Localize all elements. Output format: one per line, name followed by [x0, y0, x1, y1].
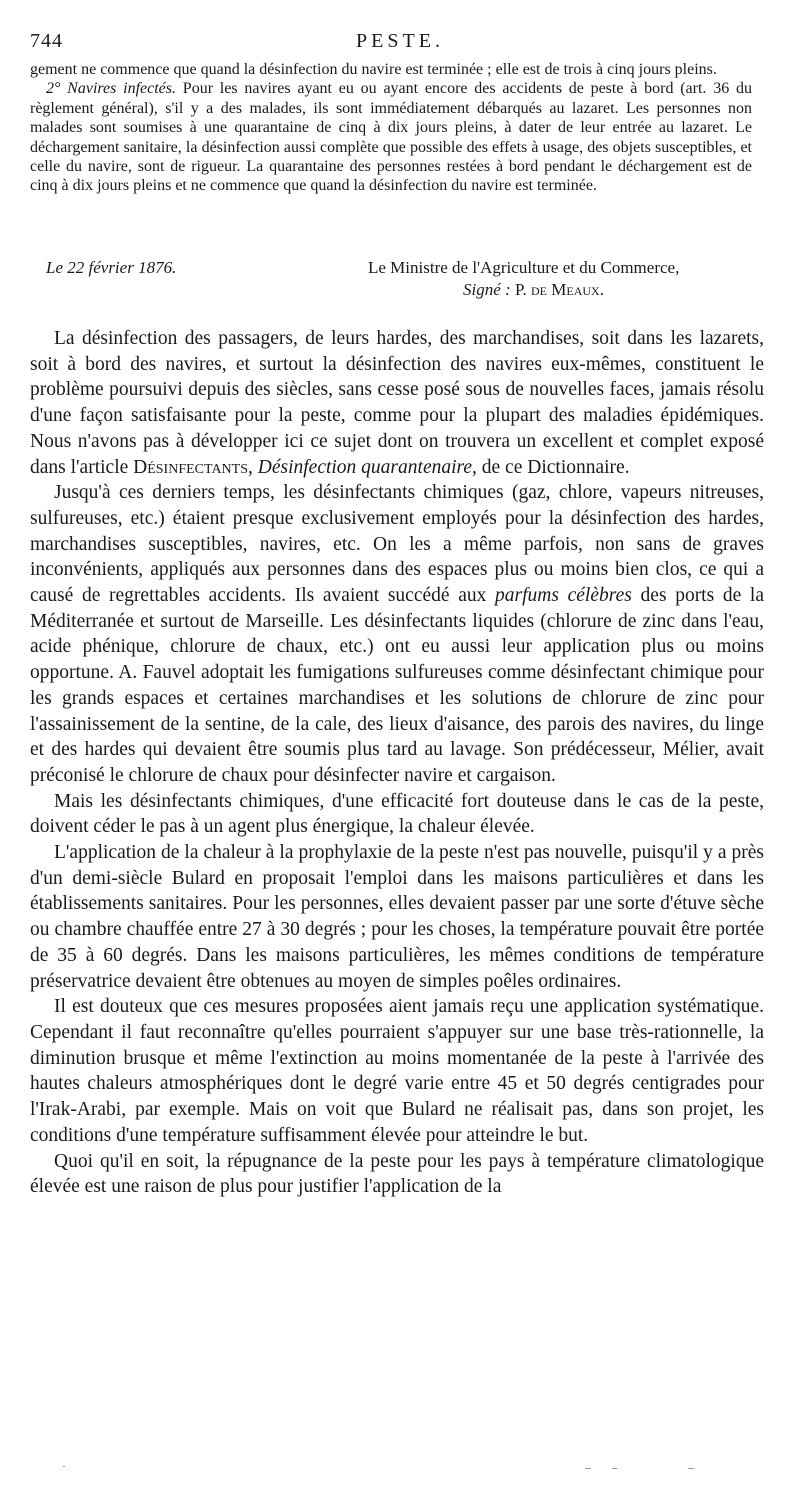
body-paragraph-4: L'application de la chaleur à la prophylaxie de la peste n'est pas nouvelle, puisqu'il y a près d'un demi-siècle Bulard en proposait l'emploi dans les maisons particulières et dans les établissements sanitaires. Pour les personnes, elles devaient passer par une sorte d'étuve sèche ou chambre chauffée entre 27 à 30 degrés ; pour les choses, la température pouvait être portée de 35 à 60 degrés. Dans les maisons particulières, les mêmes conditions de température préservatrice devaient être obtenues au moyen de simples poêles ordinaires.	[30, 842, 764, 992]
decree-paragraph-2	[30, 79, 752, 195]
body-paragraph-3: Mais les désinfectants chimiques, d'une efficacité fort douteuse dans le cas de la peste, doivent céder le pas à un agent plus énergique, la chaleur élevée.	[30, 790, 764, 838]
article-reference: Désinfectants	[133, 456, 248, 478]
decree-paragraph-1: gement ne commence que quand la désinfection du navire est terminée ; elle est de trois à cinq jours pleins.	[30, 61, 717, 78]
decree-text	[30, 60, 752, 196]
signature-line	[463, 280, 604, 300]
text-run: La désinfection des passagers, de leurs hardes, des marchandises, soit dans les lazarets, soit à bord des navires, et surtout la désinfection des navires eux-mêmes, constituent le problème poursuivi depuis des siècles, sans cesse posé sous de nouvelles faces, jamais résolu d'une façon satisfaisante pour la peste, comme pour la plupart des maladies épidémiques. Nous n'avons pas à développer ici ce sujet dont on trouvera un excellent et complet exposé dans l'article	[30, 328, 764, 478]
article-reference-italic: Désinfection quarantenaire	[257, 456, 473, 478]
speck	[612, 1468, 617, 1469]
page-number: 744	[30, 30, 63, 52]
text-run: Jusqu'à ces derniers temps, les désinfectants chimiques (gaz, chlore, vapeurs nitreuses, sulfureuses, etc.) étaient presque exclusivement employés pour la désinfection des hardes, marchandises susceptibles, navires, etc. On les a même parfois, non sans de graves inconvénients, appliqués aux personnes dans des espaces plus ou moins bien clos, ce qui a causé de regrettables accidents. Ils avaient succédé aux	[30, 482, 764, 607]
speck	[63, 1466, 65, 1467]
decree-paragraph-2-text: Pour les navires ayant eu ou ayant encore des accidents de peste à bord (art. 36 du règlement général), s'il y a des malades, ils sont immédiatement débarqués au lazaret. Les personnes non malades sont soumises à une quarantaine de cinq à dix jours pleins, à dater de leur entrée au lazaret. Le déchargement sanitaire, la désinfection aussi complète que possible des effets à usage, des objets susceptibles, et celle du navire, sont de rigueur. La quarantaine des personnes restées à bord pendant le déchargement est de cinq à dix jours pleins et ne commence que quand la désinfection du navire est terminée.	[30, 80, 752, 195]
signatory-name: P. de Meaux.	[514, 280, 604, 299]
body-paragraph-2	[30, 480, 764, 788]
minister-title: Le Ministre de l'Agriculture et du Commerce,	[368, 258, 680, 277]
page-header	[30, 30, 770, 54]
signed-label: Signé :	[463, 280, 511, 299]
decree-subheading: 2° Navires infectés.	[46, 80, 177, 98]
body-paragraph-5: Il est douteux que ces mesures proposées aient jamais reçu une application systématique. Cependant il faut reconnaître qu'elles pourraient s'appuyer sur une base très-rationnelle, la diminution brusque et même l'extinction au moins momentanée de la peste à l'arrivée des hautes chaleurs atmosphériques dont le degré varie entre 45 et 50 degrés centigrades pour l'Irak-Arabi, par exemple. Mais on voit que Bulard ne réalisait pas, dans son projet, les conditions d'une température suffisamment élevée pour atteindre le but.	[30, 996, 764, 1146]
signature-block	[30, 258, 752, 302]
speck	[688, 1468, 694, 1469]
main-text	[30, 326, 764, 1200]
text-run: des ports de la Méditerranée et surtout de Marseille. Les désinfectants liquides (chlorure de zinc dans l'eau, acide phénique, chlorure de chaux, etc.) ont eu aussi leur application plus ou moins opportune. A. Fauvel adoptait les fumigations sulfureuses comme désinfectant chimique pour les grands espaces et certaines marchandises et les solutions de chlorure de zinc pour l'assainissement de la sentine, de la cale, des lieux d'aisance, des parois des navires, du linge et des hardes qui devaient être soumis plus tard au lavage. Son prédécesseur, Mélier, avait préconisé le chlorure de chaux pour désinfecter navire et cargaison.	[30, 585, 764, 786]
speck	[585, 1468, 591, 1469]
italic-phrase: parfums célèbres	[495, 585, 632, 607]
page-specks	[0, 1450, 800, 1480]
body-paragraph-6: Quoi qu'il en soit, la répugnance de la peste pour les pays à température climatologique élevée est une raison de plus pour justifier l'application de la	[30, 1150, 764, 1198]
body-paragraph-1	[30, 326, 764, 480]
text-run: , de ce Dictionnaire.	[472, 456, 630, 478]
running-title: PESTE.	[356, 30, 444, 52]
decree-date: Le 22 février 1876.	[46, 258, 177, 277]
text-run: ,	[248, 456, 258, 478]
